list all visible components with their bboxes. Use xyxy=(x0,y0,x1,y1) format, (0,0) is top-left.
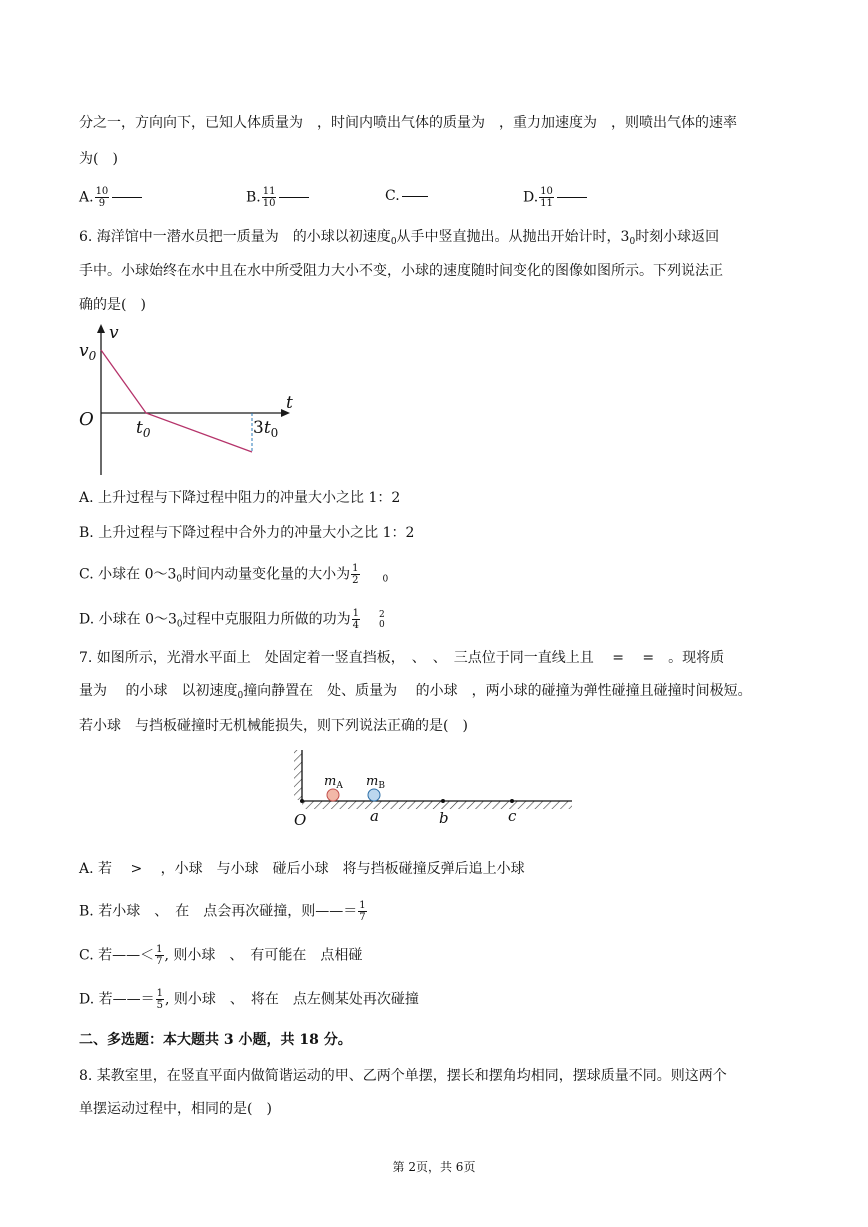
t3-label: $3t_0$ xyxy=(253,418,279,440)
q8-line1: 8. 某教室里，在竖直平面内做简谐运动的甲、乙两个单摆，摆长和摆角均相同，摆球质量不同。则这两个 xyxy=(79,1068,727,1084)
q7-option-d: D. 若——＝ $\frac{1}{5}$ , 则小球 、 将在 点左侧某处再次碰撞 xyxy=(79,988,419,1011)
q7-line1: 7. 如图所示，光滑水平面上 处固定着一竖直挡板， 、 、 三点位于同一直线上且 = = 。现将质 xyxy=(79,650,725,666)
q6-line2: 手中。小球始终在水中且在水中所受阻力大小不变，小球的速度随时间变化的图像如图所示。下列说法正 xyxy=(79,263,723,279)
q7-option-c: C. 若——＜ $\frac{1}{7}$ , 则小球 、 有可能在 点相碰 xyxy=(79,944,363,967)
q6-line3: 确的是( ) xyxy=(79,297,146,313)
t0-label: $t_0$ xyxy=(136,418,151,440)
c-label: c xyxy=(508,807,517,825)
q8-line2: 单摆运动过程中，相同的是( ) xyxy=(79,1101,272,1117)
q7-option-b: B. 若小球 、 在 点会再次碰撞，则——＝ $\frac{1}{7}$ xyxy=(79,900,366,923)
q6-velocity-time-graph xyxy=(76,320,306,480)
v0-label: $v_0$ xyxy=(79,341,97,363)
point-b xyxy=(441,799,445,803)
q5-option-d: D. $\frac{10}{11}$ xyxy=(523,186,587,209)
q6-option-d: D. 小球在 $0\sim 3_0$过程中克服阻力所做的功为 $\frac{1}{4}$ 2 0 xyxy=(79,608,385,631)
q6-option-b: B. 上升过程与下降过程中合外力的冲量大小之比 1：2 xyxy=(79,525,415,541)
mb-label: $m_B$ xyxy=(366,774,385,791)
q5-line1: 分之一，方向向下，已知人体质量为 ，时间内喷出气体的质量为 ，重力加速度为 ，则喷出气体的速率 xyxy=(79,115,737,131)
q5-line2: 为( ) xyxy=(79,151,118,167)
q6-line1: 6. 海洋馆中一潜水员把一质量为 的小球以初速度$_0$从手中竖直抛出。从抛出开始计时，$3_0$时刻小球返回 xyxy=(79,229,720,247)
q6-option-c: C. 小球在 $0\sim 3_0$时间内动量变化量的大小为 $\frac{1}{2}$ $_0$ xyxy=(79,563,389,586)
v-axis-arrow xyxy=(97,324,105,333)
ma-label: $m_A$ xyxy=(324,774,343,791)
q6-option-a: A. 上升过程与下降过程中阻力的冲量大小之比 1：2 xyxy=(79,490,401,506)
q5-option-c: C. xyxy=(385,186,428,206)
q7-line2: 量为 的小球 以初速度$_0$撞向静置在 处、质量为 的小球 ，两小球的碰撞为弹性碰撞且碰撞时间极短。 xyxy=(79,683,752,701)
point-c xyxy=(510,799,514,803)
section-heading: 二、多选题：本大题共 3 小题，共 18 分。 xyxy=(79,1032,352,1048)
t-axis-label: t xyxy=(286,393,293,413)
origin-label: O xyxy=(79,409,94,430)
page-footer: 第 2页，共 6页 xyxy=(392,1160,476,1174)
o-label: O xyxy=(294,811,307,826)
q7-option-a: A. 若 > ，小球 与小球 碰后小球 将与挡板碰撞反弹后追上小球 xyxy=(79,861,525,877)
floor-hatch xyxy=(302,801,572,809)
point-o xyxy=(300,799,304,803)
q7-figure xyxy=(290,748,580,826)
wall-hatch xyxy=(294,750,302,800)
a-label: a xyxy=(370,807,379,825)
b-label: b xyxy=(439,809,449,826)
q5-option-a: A. $\frac{10}{9}$ xyxy=(79,186,142,209)
velocity-line xyxy=(101,350,252,452)
v-axis-label: v xyxy=(109,323,119,343)
q5-option-b: B. $\frac{11}{10}$ xyxy=(246,186,309,209)
q7-line3: 若小球 与挡板碰撞时无机械能损失，则下列说法正确的是( ) xyxy=(79,718,468,734)
